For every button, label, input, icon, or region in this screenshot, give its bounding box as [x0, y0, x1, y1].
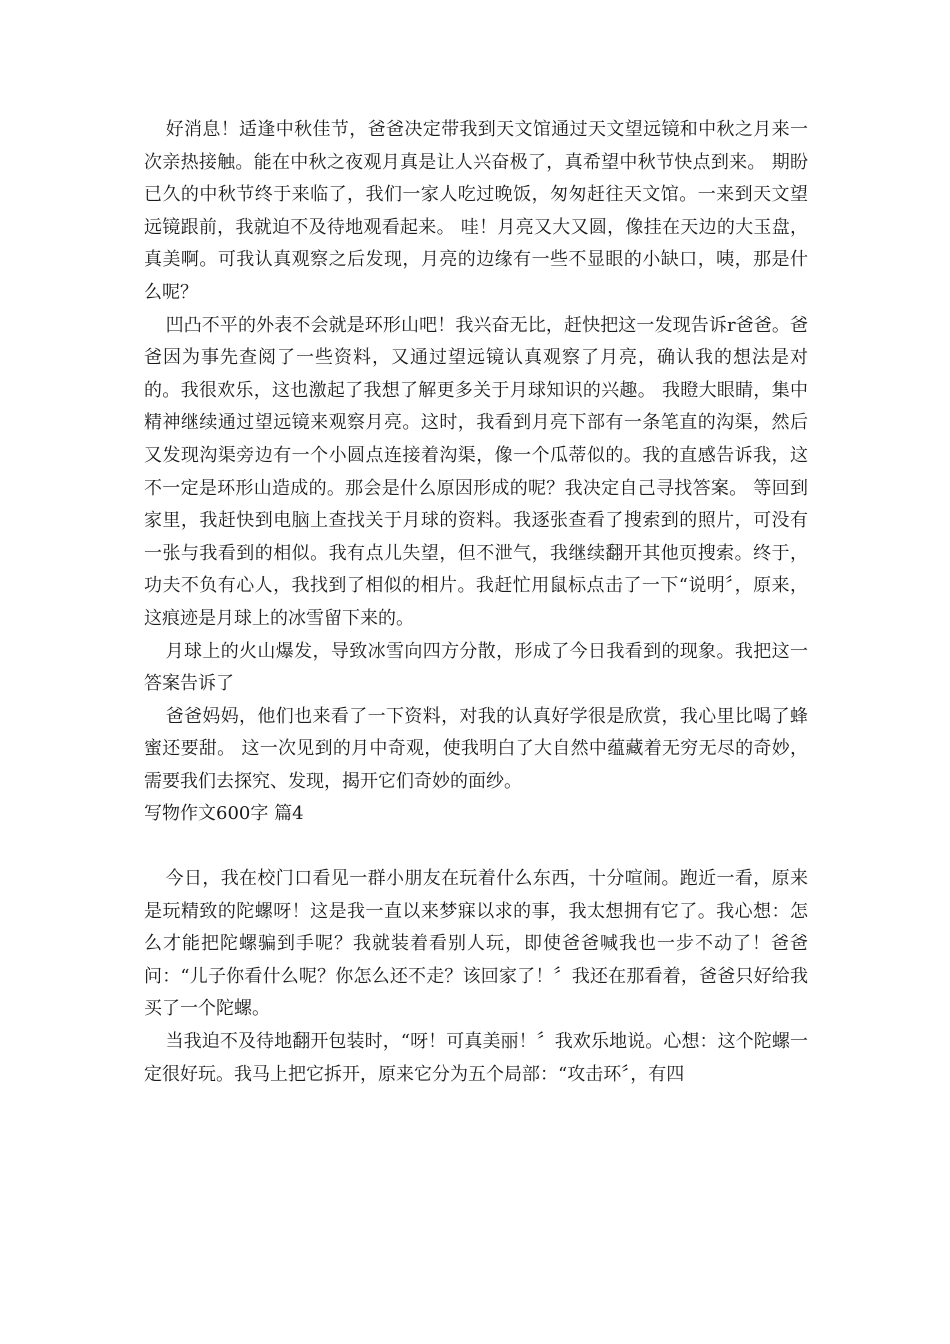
document-body	[144, 114, 808, 1091]
blank-line	[144, 831, 808, 863]
paragraph-mid-autumn-intro: 好消息！适逢中秋佳节，爸爸决定带我到天文馆通过天文望远镜和中秋之月来一次亲热接触。能在中秋之夜观月真是让人兴奋极了，真希望中秋节快点到来。 期盼已久的中秋节终于来临了，我们一家人吃过晚饭，匆匆赶往天文馆。一来到天文望远镜跟前，我就迫不及待地观看起来。 哇！月亮又大又圆，像挂在天边的大玉盘，真美啊。可我认真观察之后发现，月亮的边缘有一些不显眼的小缺口，咦，那是什么呢？	[144, 119, 808, 303]
paragraph-parents-reaction: 爸爸妈妈，他们也来看了一下资料，对我的认真好学很是欣赏，我心里比喝了蜂蜜还要甜。 这一次见到的月中奇观，使我明白了大自然中蕴藏着无穷无尽的奇妙，需要我们去探究、发现，揭开它们奇妙的面纱。	[144, 705, 808, 792]
paragraph-crater-discovery: 凹凸不平的外表不会就是环形山吧！我兴奋无比，赶快把这一发现告诉r爸爸。爸爸因为事先查阅了一些资料，又通过望远镜认真观察了月亮，确认我的想法是对的。我很欢乐，这也激起了我想了解更多关于月球知识的兴趣。 我瞪大眼睛，集中精神继续通过望远镜来观察月亮。这时，我看到月亮下部有一条笔直的沟渠，然后又发现沟渠旁边有一个小圆点连接着沟渠，像一个瓜蒂似的。我的直感告诉我，这不一定是环形山造成的。那会是什么原因形成的呢？我决定自己寻找答案。 等回到家里，我赶快到电脑上查找关于月球的资料。我逐张查看了搜索到的照片，可没有一张与我看到的相似。我有点儿失望，但不泄气，我继续翻开其他页搜索。终于，功夫不负有心人，我找到了相似的相片。我赶忙用鼠标点击了一下“说明〞，原来，这痕迹是月球上的冰雪留下来的。	[144, 314, 808, 629]
paragraph-volcano-eruption: 月球上的火山爆发，导致冰雪向四方分散，形成了今日我看到的现象。我把这一答案告诉了	[144, 640, 808, 695]
paragraph-spinning-top-intro: 今日，我在校门口看见一群小朋友在玩着什么东西，十分喧闹。跑近一看，原来是玩精致的陀螺呀！这是我一直以来梦寐以求的事，我太想拥有它了。我心想：怎么才能把陀螺骗到手呢？我就装着看别人玩，即使爸爸喊我也一步不动了！爸爸问：“儿子你看什么呢？你怎么还不走？该回家了！〞我还在那看着，爸爸只好给我买了一个陀螺。	[144, 868, 808, 1020]
section-heading: 写物作文600字 篇4	[144, 803, 304, 825]
paragraph-unpacking-top: 当我迫不及待地翻开包装时，“呀！可真美丽！〞我欢乐地说。心想：这个陀螺一定很好玩。我马上把它拆开，原来它分为五个局部：“攻击环〞，有四	[144, 1031, 808, 1085]
